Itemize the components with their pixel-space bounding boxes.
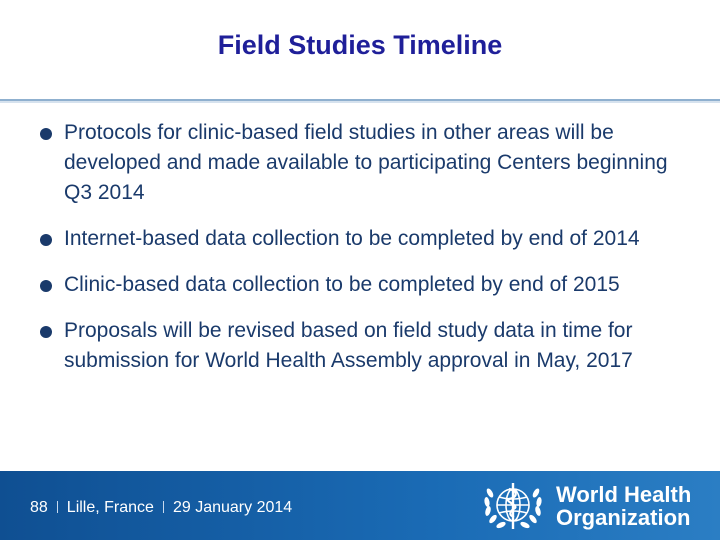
bullet-item	[40, 270, 700, 300]
bullet-text: Clinic-based data collection to be completed by end of 2015	[64, 273, 620, 296]
footer-info	[30, 499, 292, 517]
who-name-line2: Organization	[556, 505, 691, 530]
bullet-dot-icon	[40, 234, 52, 246]
footer-separator	[163, 501, 164, 513]
bullet-text: Proposals will be revised based on field study data in time for submission for World Health Assembly approval in May, 2017	[64, 319, 633, 372]
bullet-item	[40, 316, 700, 376]
bullet-dot-icon	[40, 128, 52, 140]
title-divider	[0, 99, 720, 103]
page-number: 88	[30, 499, 48, 516]
who-emblem-icon	[478, 475, 548, 535]
bullet-dot-icon	[40, 326, 52, 338]
bullet-dot-icon	[40, 280, 52, 292]
bullet-item	[40, 224, 700, 254]
bullet-text: Internet-based data collection to be completed by end of 2014	[64, 227, 640, 250]
slide-title: Field Studies Timeline	[217, 30, 503, 60]
footer-separator	[57, 501, 58, 513]
who-name-line1: World Health	[556, 482, 692, 507]
who-logo-text	[556, 483, 716, 529]
bullet-list	[40, 118, 700, 392]
bullet-item	[40, 118, 700, 208]
footer-location: Lille, France	[66, 499, 154, 516]
footer-date: 29 January 2014	[172, 499, 293, 516]
bullet-text: Protocols for clinic-based field studies in other areas will be developed and made available to participating Centers beginning Q3 2014	[64, 121, 668, 204]
